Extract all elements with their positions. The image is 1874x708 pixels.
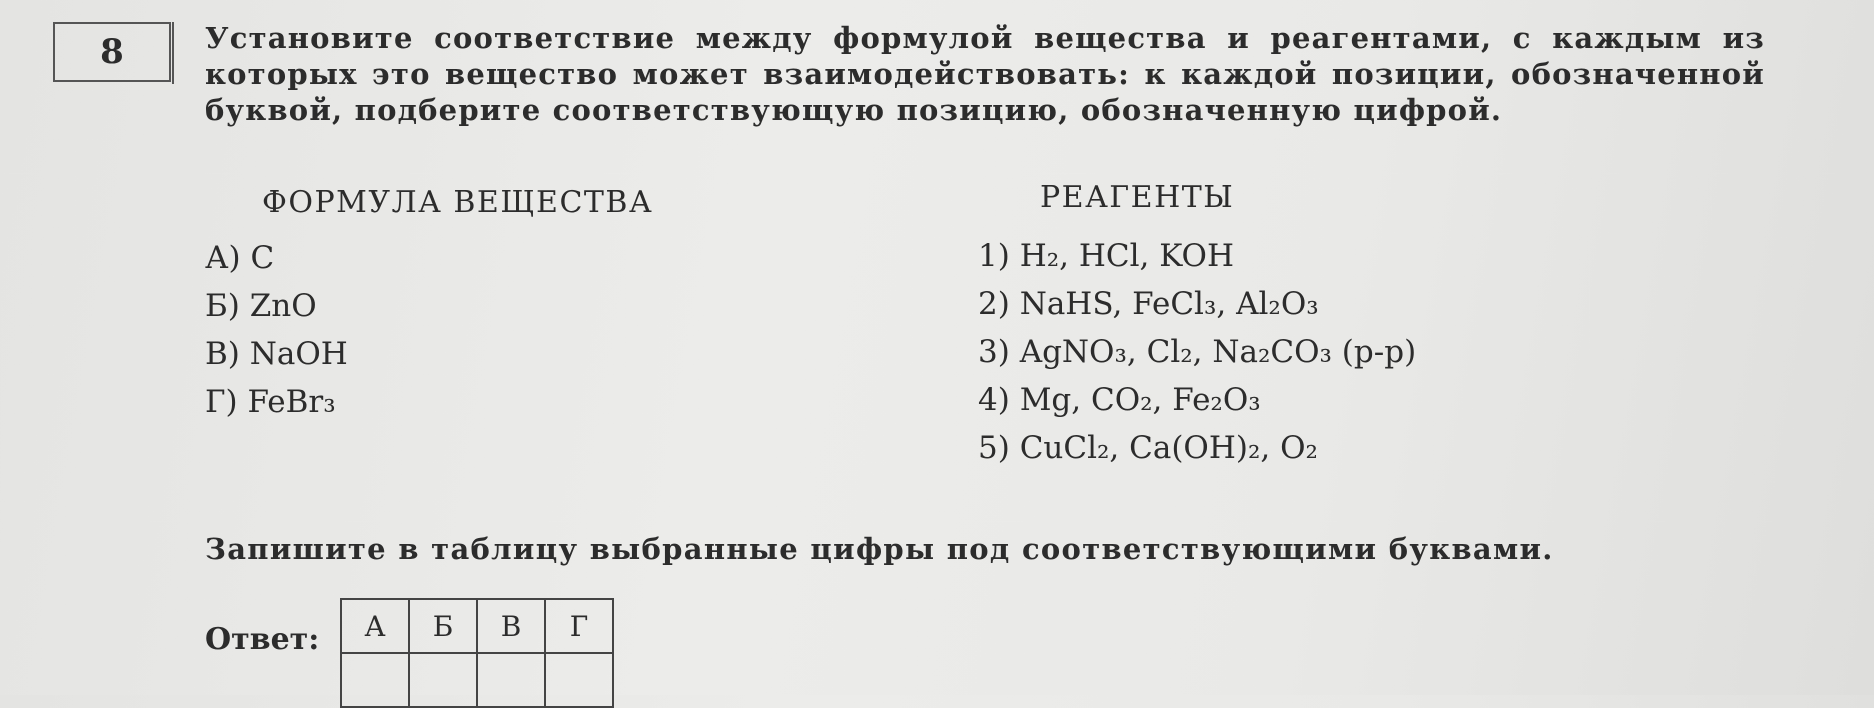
reagent-item-2 [978, 286, 1319, 322]
formula-value: FeBr₃ [247, 384, 336, 420]
formula-letter: А) [205, 240, 241, 276]
task-number: 8 [53, 22, 171, 82]
formula-letter: В) [205, 336, 240, 372]
formula-value: ZnO [249, 288, 317, 324]
task-divider [172, 22, 174, 84]
answer-cell-g[interactable] [545, 653, 613, 707]
answer-input-row [341, 653, 613, 707]
question-text: Установите соответствие между формулой вещества и реагентами, с каждым из которых это вещество может взаимодействовать: к каждой позиции, обозначенной буквой, подберите соответствующую позицию, обозначенную цифрой. [205, 21, 1765, 127]
formula-item-g [205, 384, 336, 420]
formula-column-header: ФОРМУЛА ВЕЩЕСТВА [262, 185, 654, 220]
reagent-item-5 [978, 430, 1318, 466]
answer-label: Ответ: [205, 622, 320, 657]
reagent-number: 2) [978, 286, 1010, 322]
reagent-number: 3) [978, 334, 1010, 370]
formula-letter: Г) [205, 384, 238, 420]
instruction-text: Запишите в таблицу выбранные цифры под соответствующими буквами. [205, 532, 1554, 566]
formula-value: NaOH [249, 336, 348, 372]
reagent-item-1 [978, 238, 1234, 274]
answer-header-g: Г [545, 599, 613, 653]
reagent-number: 1) [978, 238, 1010, 274]
reagent-value: H₂, HCl, KOH [1019, 238, 1235, 274]
reagents-column-header: РЕАГЕНТЫ [1040, 180, 1235, 215]
formula-value: C [250, 240, 275, 276]
reagent-value: Mg, CO₂, Fe₂O₃ [1019, 382, 1261, 418]
answer-table [340, 598, 614, 708]
answer-header-b: Б [409, 599, 477, 653]
answer-header-row [341, 599, 613, 653]
reagent-value: CuCl₂, Ca(OH)₂, O₂ [1019, 430, 1318, 466]
answer-cell-a[interactable] [341, 653, 409, 707]
formula-item-a [205, 240, 274, 276]
answer-cell-v[interactable] [477, 653, 545, 707]
formula-item-b [205, 288, 317, 324]
reagent-item-4 [978, 382, 1261, 418]
reagent-item-3 [978, 334, 1416, 370]
answer-cell-b[interactable] [409, 653, 477, 707]
reagent-number: 5) [978, 430, 1010, 466]
formula-letter: Б) [205, 288, 240, 324]
formula-item-v [205, 336, 348, 372]
reagent-value: AgNO₃, Cl₂, Na₂CO₃ (р-р) [1019, 334, 1417, 370]
reagent-number: 4) [978, 382, 1010, 418]
answer-header-a: А [341, 599, 409, 653]
answer-header-v: В [477, 599, 545, 653]
reagent-value: NaHS, FeCl₃, Al₂O₃ [1019, 286, 1319, 322]
